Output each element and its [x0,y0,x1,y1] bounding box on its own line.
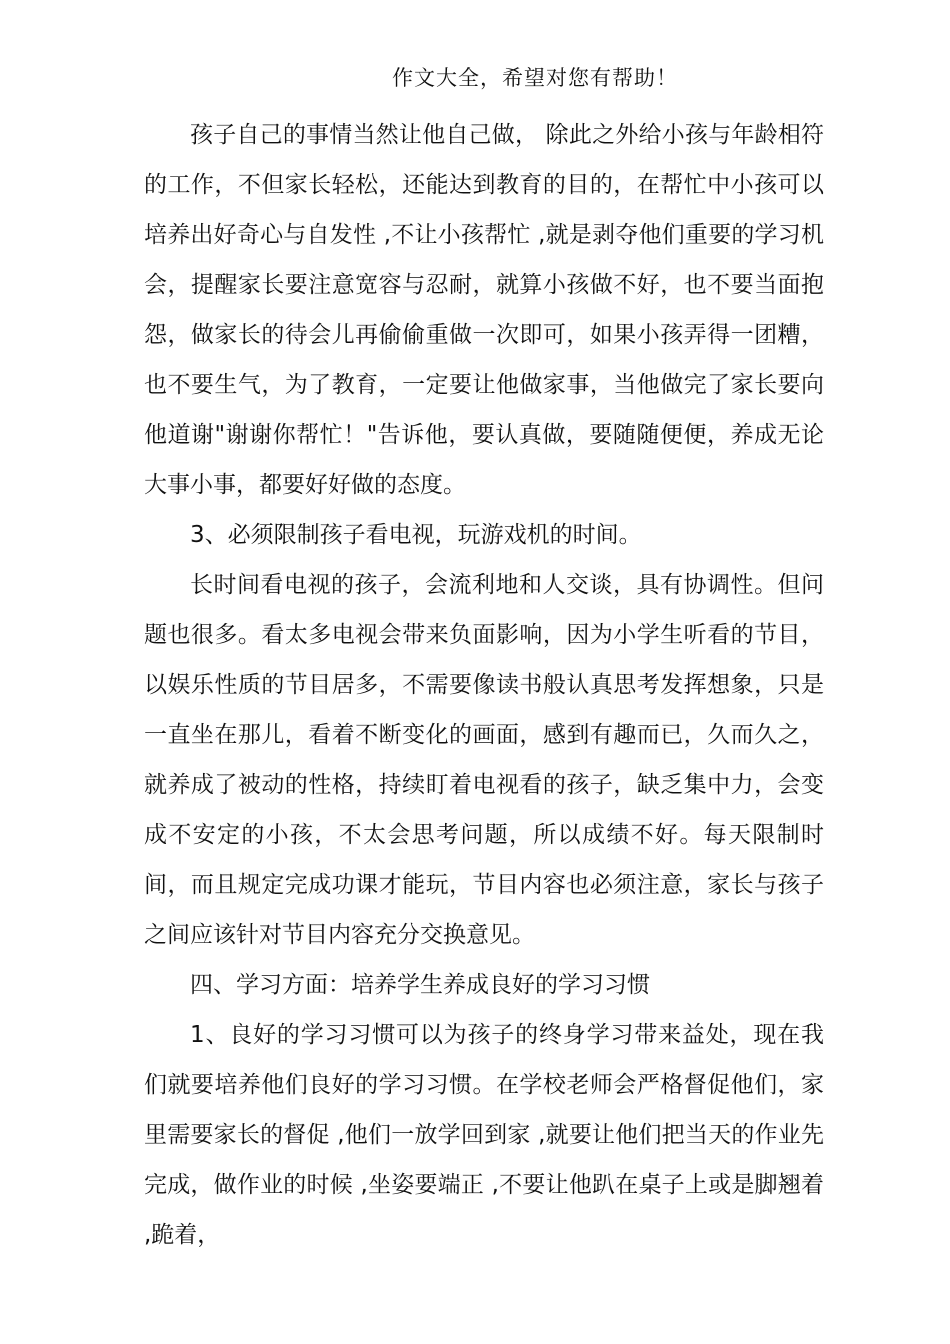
paragraph-1: 孩子自己的事情当然让他自己做， 除此之外给小孩与年龄相符的工作，不但家长轻松，还能达到教育的目的，在帮忙中小孩可以培养出好奇心与自发性 ,不让小孩帮忙 ,就是剥夺他们重要的学习机会，提醒家长要注意宽容与忍耐，就算小孩做不好，也不要当面抱怨，做家长的待会儿再偷偷重做一次即可，如果小孩弄得一团糟，也不要生气，为了教育，一定要让他做家事，当他做完了家长要向他道谢"谢谢你帮忙！"告诉他，要认真做，要随随便便，养成无论大事小事，都要好好做的态度。 [144,122,824,498]
paragraph-3: 长时间看电视的孩子，会流利地和人交谈，具有协调性。但问题也很多。看太多电视会带来负面影响，因为小学生听看的节目，以娱乐性质的节目居多，不需要像读书般认真思考发挥想象，只是一直坐在那儿，看着不断变化的画面，感到有趣而已，久而久之，就养成了被动的性格，持续盯着电视看的孩子，缺乏集中力，会变成不安定的小孩，不太会思考问题，所以成绩不好。每天限制时间，而且规定完成功课才能玩，节目内容也必须注意，家长与孩子之间应该针对节目内容充分交换意见。 [144,572,824,948]
paragraph-5: 1、良好的学习习惯可以为孩子的终身学习带来益处，现在我们就要培养他们良好的学习习惯。在学校老师会严格督促他们，家里需要家长的督促 ,他们一放学回到家 ,就要让他们把当天的作业先完成，做作业的时候 ,坐姿要端正 ,不要让他趴在桌子上或是脚翘着 ,跪着， [144,1022,824,1248]
document-body [144,110,824,1260]
page-header: 作文大全，希望对您有帮助！ [392,66,678,90]
paragraph-4: 四、学习方面：培养学生养成良好的学习习惯 [190,972,650,998]
paragraph-2: 3、必须限制孩子看电视，玩游戏机的时间。 [190,522,642,548]
